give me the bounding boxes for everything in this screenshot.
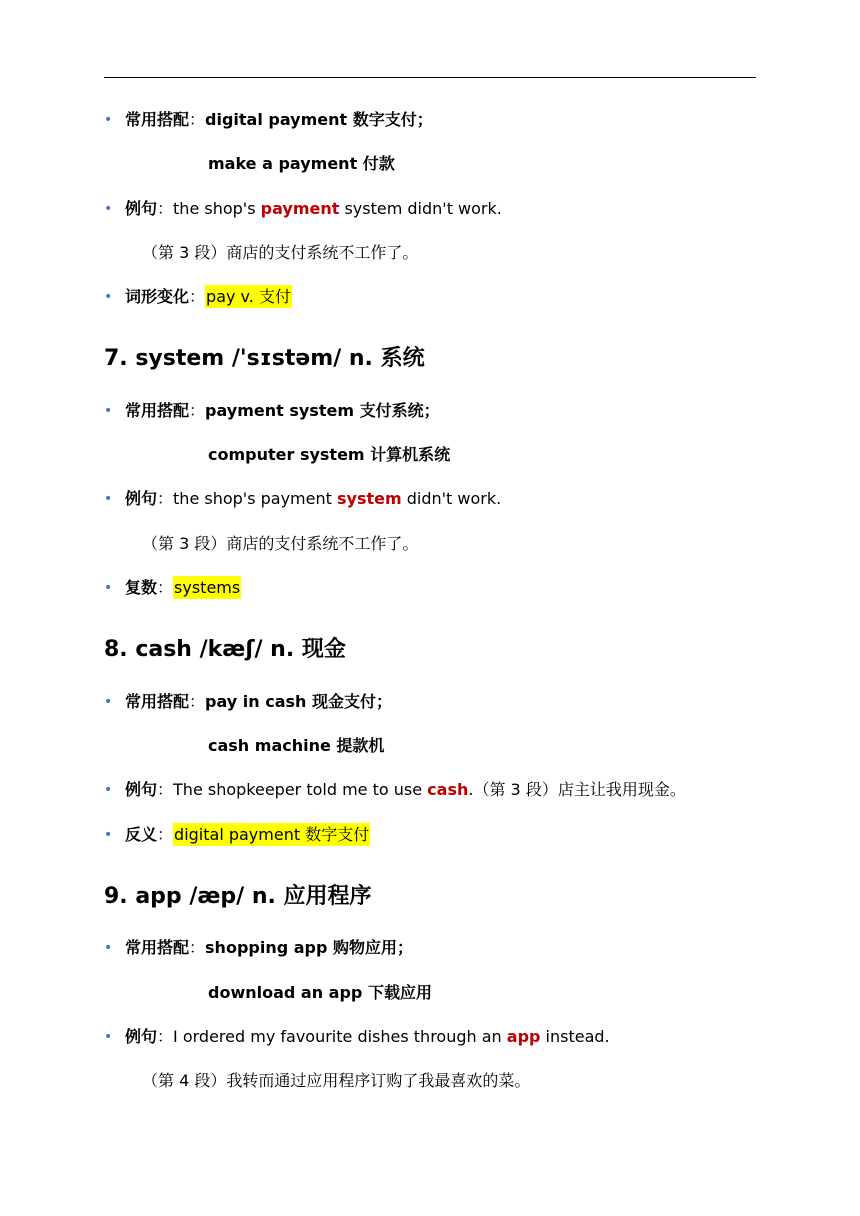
variant-label: 词形变化 [125,287,190,306]
collocation-1: payment system 支付系统； [205,401,440,420]
colon: ： [189,938,206,957]
heading-cash: 8. cash /kæʃ/ n. 现金 [104,637,346,662]
example-post: didn't work. [401,489,502,508]
collocation-label: 常用搭配 [125,110,190,129]
collocation-2: make a payment 付款 [208,154,395,173]
variant-value: systems [174,578,241,597]
bullet-icon: • [104,491,113,507]
colon: ： [157,780,174,799]
example-label: 例句 [125,489,158,508]
example-pre: the shop's payment [173,489,337,508]
colon: ： [157,199,174,218]
colon: ： [189,692,206,711]
bullet-icon: • [104,403,113,419]
colon: ： [189,287,206,306]
example-post: system didn't work. [339,199,502,218]
example-label: 例句 [125,780,158,799]
collocation-label: 常用搭配 [125,401,190,420]
colon: ： [189,110,206,129]
example-pre: I ordered my favourite dishes through an [173,1027,507,1046]
collocation-label: 常用搭配 [125,692,190,711]
bullet-icon: • [104,782,113,798]
bullet-icon: • [104,1029,113,1045]
heading-system: 7. system /'sɪstəm/ n. 系统 [104,346,425,371]
collocation-1: pay in cash 现金支付； [205,692,393,711]
bullet-icon: • [104,580,113,596]
bullet-icon: • [104,201,113,217]
header-rule [104,77,756,78]
variant-label: 复数 [125,578,158,597]
variant-value: pay v. 支付 [206,287,291,306]
example-label: 例句 [125,199,158,218]
example-keyword: app [506,1027,541,1046]
example-keyword: payment [260,199,340,218]
example-post: instead. [540,1027,610,1046]
bullet-icon: • [104,827,113,843]
example-translation: （第 3 段）商店的支付系统不工作了。 [142,534,419,553]
example-keyword: cash [427,780,469,799]
bullet-icon: • [104,694,113,710]
example-pre: the shop's [173,199,261,218]
collocation-2: download an app 下载应用 [208,983,432,1002]
example-keyword: system [336,489,402,508]
collocation-1: shopping app 购物应用； [205,938,414,957]
colon: ： [157,489,174,508]
heading-app: 9. app /æp/ n. 应用程序 [104,884,372,909]
bullet-icon: • [104,940,113,956]
example-label: 例句 [125,1027,158,1046]
example-post: .（第 3 段）店主让我用现金。 [468,780,686,799]
colon: ： [157,578,174,597]
variant-label: 反义 [125,825,158,844]
collocation-label: 常用搭配 [125,938,190,957]
colon: ： [157,825,174,844]
example-pre: The shopkeeper told me to use [173,780,428,799]
example-translation: （第 4 段）我转而通过应用程序订购了我最喜欢的菜。 [142,1071,531,1090]
variant-value: digital payment 数字支付 [174,825,370,844]
bullet-icon: • [104,112,113,128]
bullet-icon: • [104,289,113,305]
example-translation: （第 3 段）商店的支付系统不工作了。 [142,243,419,262]
collocation-2: computer system 计算机系统 [208,445,451,464]
collocation-1: digital payment 数字支付； [205,110,433,129]
collocation-2: cash machine 提款机 [208,736,385,755]
colon: ： [189,401,206,420]
colon: ： [157,1027,174,1046]
